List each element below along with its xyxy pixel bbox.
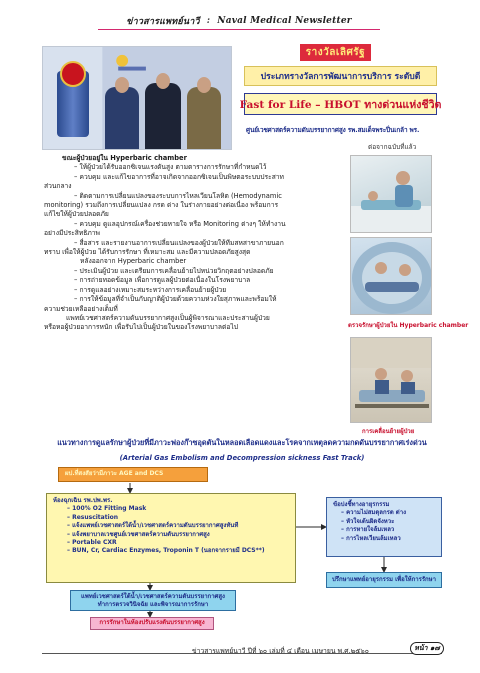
body-line: – ติดตามการเปลี่ยนแปลงของระบบการไหลเวียนโลหิต (Hemodynamic: [74, 191, 282, 200]
flow-start-box: [58, 467, 208, 482]
body-line: – ควบคุม และแก้ไขอาการที่อาจเกิดจากออกซิเจนเป็นพิษตอระบบประสาท: [74, 172, 284, 181]
body-line: – การถ่ายทอดข้อมูล เพื่อการดูแลผู้ป่วยต่อเนื่องในโรงพยาบาล: [74, 276, 251, 285]
body-line: ขณะผู้ป่วยอยู่ใน Hyperbaric chamber: [62, 154, 187, 162]
continued-note: ต่อจากฉบับที่แล้ว: [368, 143, 417, 151]
body-line: – การดูแลอย่างเหมาะสมระหว่างการเคลื่อนย้ายผู้ป่วย: [74, 285, 227, 294]
body-line: หรือหอผู้ป่วยอาการหนัก เพื่อรับไปเป็นผู้ป่วยในของโรงพยาบาลต่อไป: [44, 323, 238, 332]
flow-conditions-title: ข้อบ่งชี้ทางอายุรกรรม: [333, 501, 390, 508]
project-title-text: Fast for Life – HBOT ทางด่วนแห่งชีวิต: [239, 98, 442, 111]
flow-specialist-line: ทำการตรวจวินิจฉัย และพิจารณาการรักษา: [97, 601, 209, 609]
flow-treatment-text: การรักษาในห้องปรับแรงดันบรรยากาศสูง: [99, 619, 205, 627]
page-number-badge: [410, 642, 444, 655]
body-line: แพทย์เวชศาสตร์ความดันบรรยากาศสูงเป็นผู้พิจารณาและประสานผู้ป่วย: [66, 313, 270, 322]
footer-issue-info: ข่าวสารแพทย์นาวี ปีที่ ๖๐ เล่มที่ ๔ เดือน เมษายน พ.ศ.๒๕๖๐: [192, 647, 369, 655]
flowchart-subtitle: (Arterial Gas Embolism and Decompression sickness Fast Track): [119, 454, 365, 462]
body-line: – การให้ข้อมูลที่จำเป็นกับญาติผู้ป่วยด้วยความห่วงใยสุภาพและพร้อมให้: [74, 295, 277, 304]
chamber-photo-caption: ตรวจรักษาผู้ป่วยใน Hyperbaric chamber: [348, 322, 469, 329]
patient-transfer-photo: [350, 337, 432, 423]
header-title-english: Naval Medical Newsletter: [217, 15, 352, 26]
flow-er-item: – 100% O2 Fitting Mask: [67, 505, 147, 513]
project-title-box: [239, 93, 442, 115]
flow-consult-text: ปรึกษาแพทย์อายุรกรรม เพื่อให้การรักษา: [331, 575, 436, 583]
body-line: – สื่อสาร และรายงานอาการเปลี่ยนแปลงของผู้ป่วยให้ทีมสหสาขาภายนอก: [74, 238, 284, 247]
flow-er-item: – Portable CXR: [67, 539, 117, 547]
flow-conditions-box: [326, 497, 442, 557]
article-body: [44, 154, 344, 333]
flowchart-title: แนวทางการดูแลรักษาผู้ป่วยที่มีภาวะฟองก๊าซอุดตันในหลอดเลือดแดงและโรคจากเหตุลดความกดดันบรรยากาศเร่งด่วน: [57, 438, 427, 447]
header-separator: :: [206, 15, 211, 26]
flow-condition-item: – ความไม่สมดุลกรด ด่าง: [341, 509, 406, 517]
flow-condition-item: – การหายใจล้มเหลว: [341, 526, 395, 534]
person-officer-head: [197, 77, 211, 93]
flow-start-text: ผป.ที่สงสัยว่ามีภาวะ AGE and DCS: [65, 470, 164, 478]
body-line: หลังออกจาก Hyperbaric chamber: [80, 257, 187, 266]
flow-condition-item: – หัวใจเต้นผิดจังหวะ: [341, 517, 395, 525]
flow-consult-box: [326, 572, 442, 588]
header-title-thai: ข่าวสารแพทย์นาวี: [126, 16, 200, 27]
body-line: แก้ไขให้ผู้ป่วยปลอดภัย: [44, 210, 109, 219]
chamber-illustration: [351, 238, 432, 315]
person-officer: [187, 87, 221, 149]
person-presenter-head: [115, 77, 129, 93]
flow-condition-item: – การไหลเวียนล้มเหลว: [341, 534, 401, 542]
flow-er-item: – BUN, Cr, Cardiac Enzymes, Troponin T (นอกจากรายมี DCS**): [67, 547, 265, 555]
body-line: – ให้ผู้ป่วยได้รับออกซิเจนแรงดันสูง ตามตารางการรักษาที่กำหนดไว้: [74, 163, 267, 172]
flow-treatment-box: [90, 617, 214, 630]
award-level-box: [244, 66, 437, 86]
person-presenter: [105, 87, 139, 149]
flow-er-item: – แจ้งพยาบาลเวชศูนย์เวชศาสตร์ความดันบรรยากาศสูง: [67, 530, 210, 538]
award-banner-text: รางวัลเลิศรัฐ: [305, 47, 366, 58]
patient-care-photo: [350, 155, 432, 233]
flow-specialist-line: แพทย์เวชศาสตร์ใต้น้ำ/เวชศาสตร์ความดันบรรยากาศสูง: [81, 593, 225, 600]
hyperbaric-chamber-photo: [350, 237, 432, 315]
body-line: – ควบคุม ดูแลอุปกรณ์เครื่องช่วยหายใจ หรือ Monitoring ต่างๆ ให้ทำงาน: [74, 219, 286, 228]
award-level-text: ประเภทรางวัลการพัฒนาการบริการ ระดับดี: [260, 72, 421, 82]
flow-specialist-box: [70, 590, 236, 611]
body-line: – ประเมินผู้ป่วย และเตรียมการเคลื่อนย้ายไปหน่วยวิกฤตอย่างปลอดภัย: [74, 266, 274, 275]
flow-er-title: ห้องฉุกเฉิน รพ.ปพ.พร.: [53, 497, 113, 504]
person-recipient: [145, 83, 181, 149]
flow-er-box: [46, 493, 296, 583]
transfer-photo-caption: การเคลื่อนย้ายผู้ป่วย: [362, 428, 415, 435]
center-name: ศูนย์เวชศาสตร์ความดันบรรยากาศสูง รพ.สมเด็จพระปิ่นเกล้า พร.: [246, 126, 420, 134]
transfer-illustration: [351, 338, 432, 423]
body-line: ทราบ เพื่อให้ผู้ป่วย ได้รับการรักษา ที่เหมาะสม และมีความปลอดภัยสูงสุด: [44, 248, 251, 257]
award-ceremony-photo: [42, 46, 232, 150]
body-line: monitoring) รวมถึงการเปลี่ยนแปลง กรด ด่าง ในร่างกายอย่างต่อเนื่อง พร้อมการ: [44, 201, 279, 210]
body-line: ส่วนกลาง: [44, 182, 72, 191]
flow-er-item: – Resuscitation: [67, 513, 119, 521]
patient-care-illustration: [351, 156, 432, 233]
body-line: อย่างมีประสิทธิภาพ: [44, 229, 100, 238]
award-banner: [300, 44, 371, 61]
flow-er-item: – แจ้งแพทย์เวชศาสตร์ใต้น้ำ/เวชศาสตร์ความดันบรรยากาศสูงทันที: [67, 522, 239, 530]
newsletter-header: [98, 12, 380, 30]
body-line: ความช่วยเหลืออย่างเต็มที่: [44, 304, 118, 313]
award-emblem-icon: [60, 61, 86, 87]
page-number: หน้า ๑๗: [414, 644, 440, 652]
person-recipient-head: [156, 73, 170, 89]
